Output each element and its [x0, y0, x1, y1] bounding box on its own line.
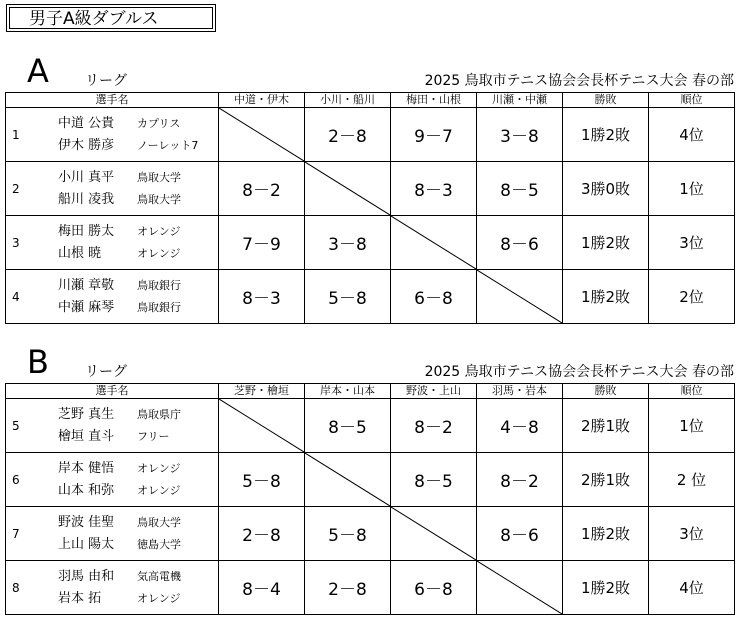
player-club: オレンジ	[137, 224, 181, 238]
player-cell	[6, 216, 219, 270]
player-name: 中道 公貴	[58, 115, 115, 131]
player-name: 伊木 勝彦	[58, 137, 115, 153]
player-name: 岩本 拓	[58, 590, 102, 606]
table-row	[6, 108, 735, 162]
player-cell	[6, 270, 219, 324]
match-score: 8－2	[477, 453, 563, 507]
match-score: 8－3	[219, 270, 305, 324]
player-name: 岸本 健悟	[58, 460, 115, 476]
player-club: オレンジ	[137, 591, 181, 605]
match-score: 7－9	[219, 216, 305, 270]
rank: 2 位	[649, 453, 735, 507]
player-cell	[6, 108, 219, 162]
win-loss-record: 1勝2敗	[563, 270, 649, 324]
match-score: 3－8	[305, 216, 391, 270]
win-loss-record: 3勝0敗	[563, 162, 649, 216]
match-score: 8－2	[391, 399, 477, 453]
table-row	[6, 453, 735, 507]
table-row	[6, 399, 735, 453]
player-club: フリー	[137, 429, 170, 443]
player-cell	[6, 453, 219, 507]
entry-number: 5	[12, 418, 20, 433]
match-score: 2－8	[305, 561, 391, 615]
match-score: 9－7	[391, 108, 477, 162]
rank: 2位	[649, 270, 735, 324]
rank: 4位	[649, 108, 735, 162]
player-club: オレンジ	[137, 246, 181, 260]
player-club: 鳥取大学	[137, 192, 181, 206]
player-name: 梅田 勝太	[58, 223, 115, 239]
column-header: 勝敗	[563, 384, 649, 399]
player-club: 鳥取銀行	[137, 278, 181, 292]
column-header: 小川・船川	[305, 93, 391, 108]
tournament-name: 2025 鳥取市テニス協会会長杯テニス大会 春の部	[424, 73, 734, 89]
league-group-b	[5, 343, 734, 615]
group-letter: B	[27, 343, 49, 381]
league-table	[5, 383, 735, 615]
player-club: 鳥取県庁	[137, 407, 181, 421]
match-score: 6－8	[391, 561, 477, 615]
match-score: 8－5	[305, 399, 391, 453]
rank: 3位	[649, 216, 735, 270]
table-row	[6, 162, 735, 216]
league-table	[5, 92, 735, 324]
player-cell	[6, 399, 219, 453]
column-header: 勝敗	[563, 93, 649, 108]
match-score: 3－8	[477, 108, 563, 162]
entry-number: 6	[12, 472, 20, 487]
self-match-cell	[391, 216, 477, 270]
group-letter: A	[27, 52, 49, 90]
win-loss-record: 1勝2敗	[563, 507, 649, 561]
tournament-name: 2025 鳥取市テニス協会会長杯テニス大会 春の部	[424, 364, 734, 380]
match-score: 8－3	[391, 162, 477, 216]
player-cell	[6, 561, 219, 615]
match-score: 5－8	[219, 453, 305, 507]
header-row	[6, 93, 735, 108]
match-score: 8－5	[391, 453, 477, 507]
match-score: 8－2	[219, 162, 305, 216]
column-header: 川瀬・中瀬	[477, 93, 563, 108]
entry-number: 2	[12, 181, 20, 196]
entry-number: 8	[12, 580, 20, 595]
table-row	[6, 507, 735, 561]
player-club: ノーレット7	[137, 138, 199, 152]
player-name: 芝野 真生	[58, 406, 115, 422]
group-header	[5, 52, 734, 92]
column-header: 選手名	[6, 93, 219, 108]
win-loss-record: 1勝2敗	[563, 108, 649, 162]
column-header: 順位	[649, 384, 735, 399]
self-match-cell	[219, 108, 305, 162]
win-loss-record: 1勝2敗	[563, 561, 649, 615]
table-row	[6, 270, 735, 324]
win-loss-record: 2勝1敗	[563, 453, 649, 507]
player-club: オレンジ	[137, 483, 181, 497]
player-name: 中瀬 麻琴	[58, 299, 115, 315]
match-score: 8－4	[219, 561, 305, 615]
player-club: 鳥取大学	[137, 170, 181, 184]
rank: 3位	[649, 507, 735, 561]
column-header: 選手名	[6, 384, 219, 399]
self-match-cell	[391, 507, 477, 561]
rank: 1位	[649, 399, 735, 453]
player-name: 船川 凌我	[58, 191, 115, 207]
player-name: 上山 陽太	[58, 536, 115, 552]
column-header: 梅田・山根	[391, 93, 477, 108]
match-score: 2－8	[219, 507, 305, 561]
player-name: 野波 佳聖	[58, 514, 115, 530]
player-name: 山本 和弥	[58, 482, 115, 498]
entry-number: 4	[12, 289, 20, 304]
player-cell	[6, 162, 219, 216]
win-loss-record: 2勝1敗	[563, 399, 649, 453]
match-score: 8－6	[477, 507, 563, 561]
entry-number: 7	[12, 526, 20, 541]
player-cell	[6, 507, 219, 561]
header-row	[6, 384, 735, 399]
match-score: 6－8	[391, 270, 477, 324]
player-club: 気高電機	[137, 569, 181, 583]
match-score: 8－5	[477, 162, 563, 216]
page-title: 男子A級ダブルス	[6, 4, 216, 32]
match-score: 4－8	[477, 399, 563, 453]
player-club: カプリス	[137, 116, 181, 130]
player-club: オレンジ	[137, 461, 181, 475]
column-header: 岸本・山本	[305, 384, 391, 399]
league-group-a	[5, 52, 734, 324]
column-header: 順位	[649, 93, 735, 108]
column-header: 羽馬・岩本	[477, 384, 563, 399]
win-loss-record: 1勝2敗	[563, 216, 649, 270]
rank: 4位	[649, 561, 735, 615]
entry-number: 3	[12, 235, 20, 250]
self-match-cell	[305, 453, 391, 507]
player-club: 鳥取銀行	[137, 300, 181, 314]
self-match-cell	[477, 561, 563, 615]
column-header: 野波・上山	[391, 384, 477, 399]
column-header: 中道・伊木	[219, 93, 305, 108]
player-club: 鳥取大学	[137, 515, 181, 529]
match-score: 2－8	[305, 108, 391, 162]
match-score: 5－8	[305, 507, 391, 561]
self-match-cell	[219, 399, 305, 453]
column-header: 芝野・檜垣	[219, 384, 305, 399]
player-name: 山根 暁	[58, 245, 102, 261]
entry-number: 1	[12, 127, 20, 142]
player-club: 徳島大学	[137, 537, 181, 551]
self-match-cell	[305, 162, 391, 216]
group-header	[5, 343, 734, 383]
player-name: 小川 真平	[58, 169, 115, 185]
player-name: 檜垣 直斗	[58, 428, 115, 444]
match-score: 8－6	[477, 216, 563, 270]
self-match-cell	[477, 270, 563, 324]
table-row	[6, 216, 735, 270]
league-label: リーグ	[85, 73, 127, 89]
table-row	[6, 561, 735, 615]
league-label: リーグ	[85, 364, 127, 380]
rank: 1位	[649, 162, 735, 216]
match-score: 5－8	[305, 270, 391, 324]
player-name: 川瀬 章敬	[58, 277, 115, 293]
player-name: 羽馬 由和	[58, 568, 115, 584]
